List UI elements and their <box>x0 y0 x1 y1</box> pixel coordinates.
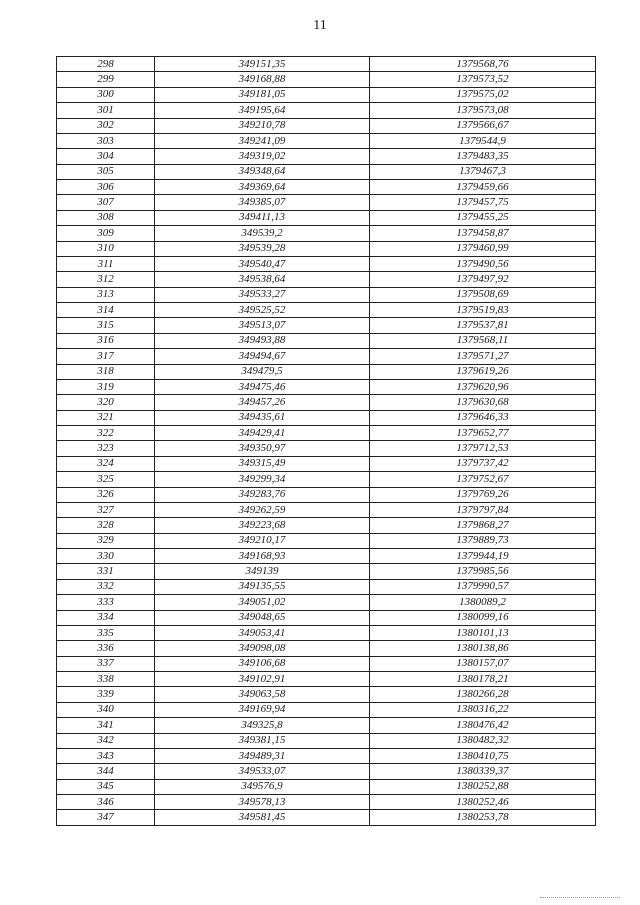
y-coordinate-cell: 1379990,57 <box>370 579 596 594</box>
table-row <box>57 133 596 148</box>
point-number-cell: 304 <box>57 149 155 164</box>
point-number-cell: 342 <box>57 733 155 748</box>
point-number-cell: 343 <box>57 748 155 763</box>
x-coordinate-cell: 349411,13 <box>155 210 370 225</box>
point-number-cell: 338 <box>57 672 155 687</box>
y-coordinate-cell: 1379497,92 <box>370 272 596 287</box>
point-number-cell: 337 <box>57 656 155 671</box>
x-coordinate-cell: 349539,2 <box>155 226 370 241</box>
y-coordinate-cell: 1379737,42 <box>370 456 596 471</box>
x-coordinate-cell: 349262,59 <box>155 502 370 517</box>
x-coordinate-cell: 349525,52 <box>155 303 370 318</box>
table-row <box>57 272 596 287</box>
point-number-cell: 325 <box>57 472 155 487</box>
x-coordinate-cell: 349053,41 <box>155 625 370 640</box>
y-coordinate-cell: 1379868,27 <box>370 518 596 533</box>
point-number-cell: 334 <box>57 610 155 625</box>
x-coordinate-cell: 349098,08 <box>155 641 370 656</box>
point-number-cell: 323 <box>57 441 155 456</box>
y-coordinate-cell: 1379508,69 <box>370 287 596 302</box>
footer-dotted-line <box>540 897 620 898</box>
point-number-cell: 333 <box>57 595 155 610</box>
x-coordinate-cell: 349048,65 <box>155 610 370 625</box>
y-coordinate-cell: 1380482,32 <box>370 733 596 748</box>
y-coordinate-cell: 1380339,37 <box>370 764 596 779</box>
y-coordinate-cell: 1379544,9 <box>370 133 596 148</box>
y-coordinate-cell: 1380089,2 <box>370 595 596 610</box>
x-coordinate-cell: 349475,46 <box>155 379 370 394</box>
table-row <box>57 518 596 533</box>
point-number-cell: 329 <box>57 533 155 548</box>
point-number-cell: 331 <box>57 564 155 579</box>
y-coordinate-cell: 1379519,83 <box>370 303 596 318</box>
y-coordinate-cell: 1380252,46 <box>370 795 596 810</box>
table-row <box>57 426 596 441</box>
table-row <box>57 333 596 348</box>
table-row <box>57 72 596 87</box>
table-row <box>57 487 596 502</box>
table-row <box>57 456 596 471</box>
table-row <box>57 641 596 656</box>
x-coordinate-cell: 349457,26 <box>155 395 370 410</box>
point-number-cell: 321 <box>57 410 155 425</box>
x-coordinate-cell: 349538,64 <box>155 272 370 287</box>
x-coordinate-cell: 349513,07 <box>155 318 370 333</box>
table-row <box>57 226 596 241</box>
y-coordinate-cell: 1380316,22 <box>370 702 596 717</box>
point-number-cell: 328 <box>57 518 155 533</box>
table-row <box>57 733 596 748</box>
point-number-cell: 326 <box>57 487 155 502</box>
point-number-cell: 299 <box>57 72 155 87</box>
y-coordinate-cell: 1380099,16 <box>370 610 596 625</box>
x-coordinate-cell: 349168,88 <box>155 72 370 87</box>
x-coordinate-cell: 349578,13 <box>155 795 370 810</box>
x-coordinate-cell: 349223,68 <box>155 518 370 533</box>
x-coordinate-cell: 349348,64 <box>155 164 370 179</box>
y-coordinate-cell: 1380101,13 <box>370 625 596 640</box>
point-number-cell: 344 <box>57 764 155 779</box>
x-coordinate-cell: 349241,09 <box>155 133 370 148</box>
point-number-cell: 300 <box>57 87 155 102</box>
y-coordinate-cell: 1380410,75 <box>370 748 596 763</box>
x-coordinate-cell: 349493,88 <box>155 333 370 348</box>
y-coordinate-cell: 1379769,26 <box>370 487 596 502</box>
y-coordinate-cell: 1379652,77 <box>370 426 596 441</box>
y-coordinate-cell: 1379573,52 <box>370 72 596 87</box>
table-row <box>57 472 596 487</box>
y-coordinate-cell: 1379537,81 <box>370 318 596 333</box>
x-coordinate-cell: 349385,07 <box>155 195 370 210</box>
table-row <box>57 364 596 379</box>
table-body <box>57 57 596 826</box>
y-coordinate-cell: 1380252,88 <box>370 779 596 794</box>
x-coordinate-cell: 349299,34 <box>155 472 370 487</box>
y-coordinate-cell: 1379752,67 <box>370 472 596 487</box>
point-number-cell: 303 <box>57 133 155 148</box>
table-row <box>57 502 596 517</box>
y-coordinate-cell: 1380253,78 <box>370 810 596 825</box>
table-row <box>57 595 596 610</box>
x-coordinate-cell: 349489,31 <box>155 748 370 763</box>
table-row <box>57 564 596 579</box>
point-number-cell: 311 <box>57 256 155 271</box>
table-row <box>57 672 596 687</box>
y-coordinate-cell: 1379797,84 <box>370 502 596 517</box>
x-coordinate-cell: 349181,05 <box>155 87 370 102</box>
point-number-cell: 316 <box>57 333 155 348</box>
table-row <box>57 303 596 318</box>
point-number-cell: 313 <box>57 287 155 302</box>
point-number-cell: 320 <box>57 395 155 410</box>
point-number-cell: 310 <box>57 241 155 256</box>
point-number-cell: 332 <box>57 579 155 594</box>
y-coordinate-cell: 1380476,42 <box>370 718 596 733</box>
point-number-cell: 314 <box>57 303 155 318</box>
y-coordinate-cell: 1380266,28 <box>370 687 596 702</box>
point-number-cell: 322 <box>57 426 155 441</box>
x-coordinate-cell: 349381,15 <box>155 733 370 748</box>
table-row <box>57 579 596 594</box>
y-coordinate-cell: 1379566,67 <box>370 118 596 133</box>
table-row <box>57 57 596 72</box>
point-number-cell: 327 <box>57 502 155 517</box>
y-coordinate-cell: 1379575,02 <box>370 87 596 102</box>
point-number-cell: 307 <box>57 195 155 210</box>
y-coordinate-cell: 1379619,26 <box>370 364 596 379</box>
x-coordinate-cell: 349063,58 <box>155 687 370 702</box>
y-coordinate-cell: 1379571,27 <box>370 349 596 364</box>
point-number-cell: 317 <box>57 349 155 364</box>
x-coordinate-cell: 349169,94 <box>155 702 370 717</box>
x-coordinate-cell: 349283,76 <box>155 487 370 502</box>
table-row <box>57 287 596 302</box>
y-coordinate-cell: 1379646,33 <box>370 410 596 425</box>
x-coordinate-cell: 349369,64 <box>155 180 370 195</box>
point-number-cell: 318 <box>57 364 155 379</box>
y-coordinate-cell: 1379630,68 <box>370 395 596 410</box>
y-coordinate-cell: 1379568,11 <box>370 333 596 348</box>
point-number-cell: 305 <box>57 164 155 179</box>
point-number-cell: 335 <box>57 625 155 640</box>
y-coordinate-cell: 1379712,53 <box>370 441 596 456</box>
coordinates-table <box>56 56 596 826</box>
table-row <box>57 687 596 702</box>
point-number-cell: 330 <box>57 549 155 564</box>
table-row <box>57 810 596 825</box>
y-coordinate-cell: 1379467,3 <box>370 164 596 179</box>
x-coordinate-cell: 349576,9 <box>155 779 370 794</box>
table-row <box>57 241 596 256</box>
y-coordinate-cell: 1380157,07 <box>370 656 596 671</box>
x-coordinate-cell: 349106,68 <box>155 656 370 671</box>
table-row <box>57 256 596 271</box>
x-coordinate-cell: 349051,02 <box>155 595 370 610</box>
table-row <box>57 410 596 425</box>
y-coordinate-cell: 1379889,73 <box>370 533 596 548</box>
table-row <box>57 625 596 640</box>
y-coordinate-cell: 1379483,35 <box>370 149 596 164</box>
x-coordinate-cell: 349168,93 <box>155 549 370 564</box>
y-coordinate-cell: 1380178,21 <box>370 672 596 687</box>
table-row <box>57 748 596 763</box>
x-coordinate-cell: 349139 <box>155 564 370 579</box>
point-number-cell: 309 <box>57 226 155 241</box>
table-row <box>57 718 596 733</box>
point-number-cell: 340 <box>57 702 155 717</box>
point-number-cell: 301 <box>57 103 155 118</box>
table-row <box>57 164 596 179</box>
x-coordinate-cell: 349581,45 <box>155 810 370 825</box>
x-coordinate-cell: 349533,27 <box>155 287 370 302</box>
x-coordinate-cell: 349325,8 <box>155 718 370 733</box>
y-coordinate-cell: 1379455,25 <box>370 210 596 225</box>
point-number-cell: 298 <box>57 57 155 72</box>
table-row <box>57 180 596 195</box>
x-coordinate-cell: 349350,97 <box>155 441 370 456</box>
y-coordinate-cell: 1379459,66 <box>370 180 596 195</box>
point-number-cell: 345 <box>57 779 155 794</box>
table-row <box>57 656 596 671</box>
x-coordinate-cell: 349435,61 <box>155 410 370 425</box>
table-row <box>57 103 596 118</box>
x-coordinate-cell: 349429,41 <box>155 426 370 441</box>
table-row <box>57 795 596 810</box>
x-coordinate-cell: 349540,47 <box>155 256 370 271</box>
x-coordinate-cell: 349135,55 <box>155 579 370 594</box>
table-row <box>57 379 596 394</box>
x-coordinate-cell: 349151,35 <box>155 57 370 72</box>
x-coordinate-cell: 349533,07 <box>155 764 370 779</box>
table-row <box>57 318 596 333</box>
point-number-cell: 324 <box>57 456 155 471</box>
x-coordinate-cell: 349539,28 <box>155 241 370 256</box>
point-number-cell: 347 <box>57 810 155 825</box>
table-row <box>57 149 596 164</box>
table-row <box>57 87 596 102</box>
y-coordinate-cell: 1379620,96 <box>370 379 596 394</box>
x-coordinate-cell: 349210,78 <box>155 118 370 133</box>
x-coordinate-cell: 349315,49 <box>155 456 370 471</box>
page-number: 11 <box>313 18 327 33</box>
point-number-cell: 346 <box>57 795 155 810</box>
table-row <box>57 118 596 133</box>
x-coordinate-cell: 349210,17 <box>155 533 370 548</box>
table-row <box>57 210 596 225</box>
point-number-cell: 336 <box>57 641 155 656</box>
table-row <box>57 533 596 548</box>
x-coordinate-cell: 349479,5 <box>155 364 370 379</box>
table-row <box>57 549 596 564</box>
table-row <box>57 764 596 779</box>
y-coordinate-cell: 1379573,08 <box>370 103 596 118</box>
table-row <box>57 195 596 210</box>
table-row <box>57 702 596 717</box>
table-row <box>57 441 596 456</box>
point-number-cell: 312 <box>57 272 155 287</box>
y-coordinate-cell: 1379458,87 <box>370 226 596 241</box>
y-coordinate-cell: 1380138,86 <box>370 641 596 656</box>
point-number-cell: 339 <box>57 687 155 702</box>
x-coordinate-cell: 349195,64 <box>155 103 370 118</box>
y-coordinate-cell: 1379568,76 <box>370 57 596 72</box>
point-number-cell: 319 <box>57 379 155 394</box>
x-coordinate-cell: 349494,67 <box>155 349 370 364</box>
point-number-cell: 306 <box>57 180 155 195</box>
table-row <box>57 779 596 794</box>
point-number-cell: 302 <box>57 118 155 133</box>
y-coordinate-cell: 1379460,99 <box>370 241 596 256</box>
point-number-cell: 315 <box>57 318 155 333</box>
table-row <box>57 610 596 625</box>
table-row <box>57 349 596 364</box>
x-coordinate-cell: 349102,91 <box>155 672 370 687</box>
point-number-cell: 308 <box>57 210 155 225</box>
y-coordinate-cell: 1379985,56 <box>370 564 596 579</box>
x-coordinate-cell: 349319,02 <box>155 149 370 164</box>
point-number-cell: 341 <box>57 718 155 733</box>
table-row <box>57 395 596 410</box>
y-coordinate-cell: 1379944,19 <box>370 549 596 564</box>
y-coordinate-cell: 1379457,75 <box>370 195 596 210</box>
y-coordinate-cell: 1379490,56 <box>370 256 596 271</box>
